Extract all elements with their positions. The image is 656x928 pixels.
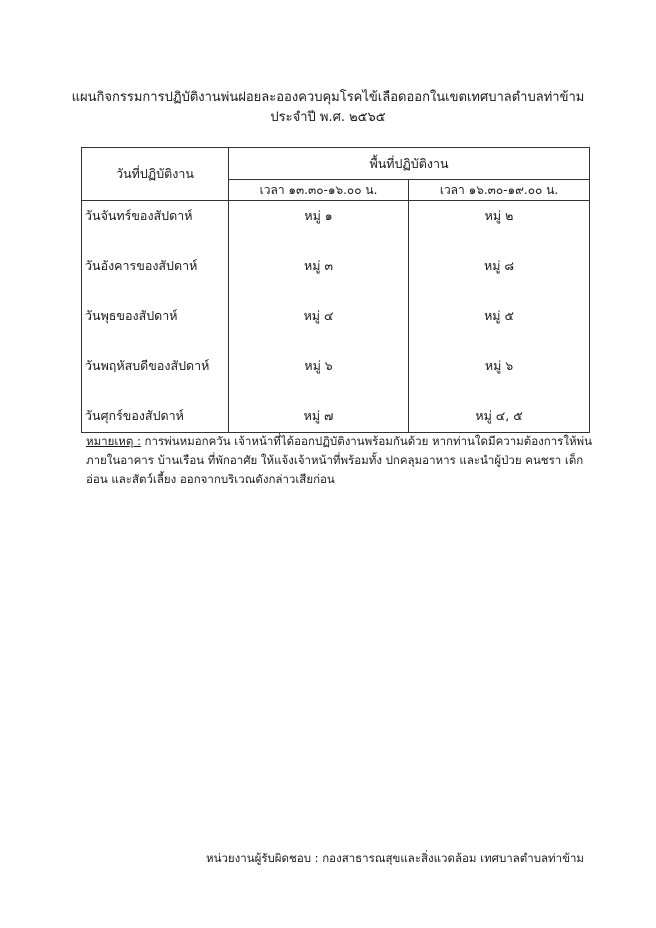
row-slot2: หมู่ ๕ <box>409 301 590 351</box>
time-slot-2-header: เวลา ๑๖.๓๐-๑๙.๐๐ น. <box>409 180 590 201</box>
title-line-1: แผนกิจกรรมการปฏิบัติงานพ่นฝอยละอองควบคุมโรคไข้เลือดออกในเขตเทศบาลตำบลท่าข้าม <box>71 90 585 105</box>
row-slot1: หมู่ ๔ <box>229 301 409 351</box>
title-line-2: ประจำปี พ.ศ. ๒๕๖๕ <box>270 110 386 125</box>
remark-note <box>86 432 596 489</box>
row-slot1: หมู่ ๓ <box>229 251 409 301</box>
area-column-header: พื้นที่ปฏิบัติงาน <box>229 148 590 180</box>
row-day: วันพฤหัสบดีของสัปดาห์ <box>82 351 229 401</box>
table-row <box>82 351 590 401</box>
remark-text: การพ่นหมอกควัน เจ้าหน้าที่ได้ออกปฏิบัติงานพร้อมกันด้วย หากท่านใดมีความต้องการให้พ่นภายในอาคาร บ้านเรือน ที่พักอาศัย ให้แจ้งเจ้าหน้าที่พร้อมทั้ง ปกคลุมอาหาร และนำผู้ป่วย คนชรา เด็กอ่อน และสัตว์เลี้ยง ออกจากบริเวณดังกล่าวเสียก่อน <box>86 434 592 486</box>
row-slot2: หมู่ ๒ <box>409 201 590 252</box>
row-slot1: หมู่ ๑ <box>229 201 409 252</box>
remark-label: หมายเหตุ : <box>86 434 141 448</box>
time-slot-1-header: เวลา ๑๓.๓๐-๑๖.๐๐ น. <box>229 180 409 201</box>
schedule-table <box>81 147 590 433</box>
row-day: วันอังคารของสัปดาห์ <box>82 251 229 301</box>
row-day: วันศุกร์ของสัปดาห์ <box>82 401 229 433</box>
row-day: วันพุธของสัปดาห์ <box>82 301 229 351</box>
day-column-header: วันที่ปฏิบัติงาน <box>82 148 229 201</box>
responsible-agency: หน่วยงานผู้รับผิดชอบ : กองสาธารณสุขและสิ่งแวดล้อม เทศบาลตำบลท่าข้าม <box>206 851 584 865</box>
row-slot1: หมู่ ๖ <box>229 351 409 401</box>
row-slot1: หมู่ ๗ <box>229 401 409 433</box>
table-row <box>82 251 590 301</box>
table-row <box>82 401 590 433</box>
row-day: วันจันทร์ของสัปดาห์ <box>82 201 229 252</box>
table-row <box>82 201 590 252</box>
table-row <box>82 301 590 351</box>
row-slot2: หมู่ ๔, ๕ <box>409 401 590 433</box>
row-slot2: หมู่ ๖ <box>409 351 590 401</box>
row-slot2: หมู่ ๘ <box>409 251 590 301</box>
document-title <box>0 88 656 128</box>
